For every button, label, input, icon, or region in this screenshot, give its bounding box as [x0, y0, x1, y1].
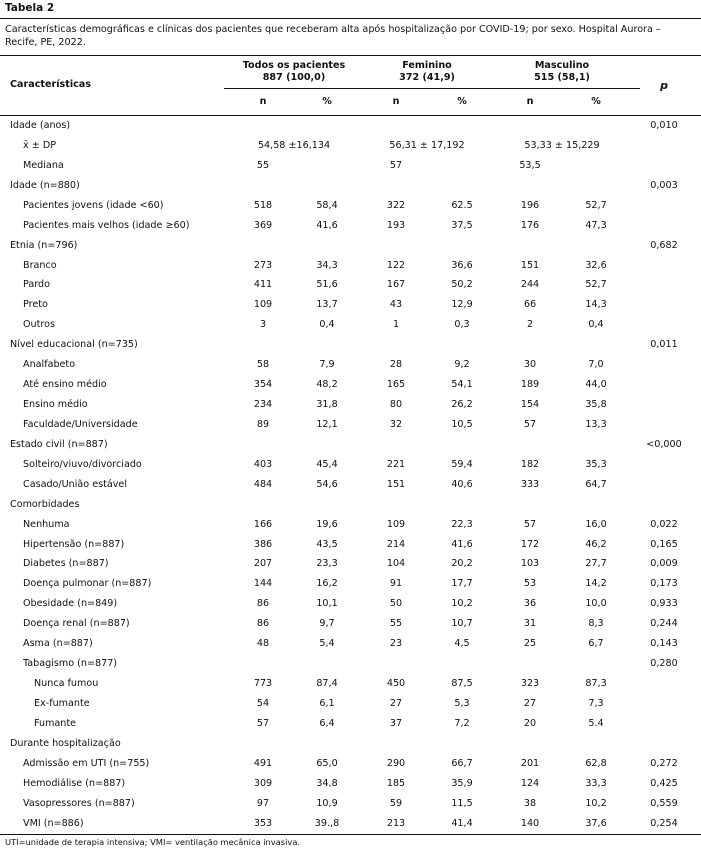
cell-n2: 32 [389, 419, 403, 430]
cell-p2: 87,5 [451, 678, 473, 689]
cell-p2: 59,4 [451, 459, 473, 470]
table-caption: Características demográficas e clínicas dos pacientes que receberam alta após hospitalização por COVID-19; por sexo. Hospital Aurora – Recife, PE, 2022. [5, 24, 661, 48]
cell-p2: 4,5 [454, 638, 470, 649]
row-label: Diabetes (n=887) [23, 558, 109, 569]
cell-n3: 30 [523, 359, 537, 370]
row-label: Asma (n=887) [23, 638, 93, 649]
cell-p1: 23,3 [316, 558, 338, 569]
header-pct-male: % [591, 96, 601, 107]
cell-n2: 80 [389, 399, 403, 410]
cell-n3: 124 [520, 778, 540, 789]
cell-n1: 234 [253, 399, 273, 410]
row-category-label: Idade (anos) [10, 120, 71, 131]
cell-p: 0,244 [650, 618, 678, 629]
row-label: Tabagismo (n=877) [23, 658, 118, 669]
cell-n1: 773 [253, 678, 273, 689]
header-n-all: n [259, 96, 267, 107]
row-label: Solteiro/viuvo/divorciado [23, 459, 142, 470]
cell-p2: 36,6 [451, 260, 473, 271]
header-count-female: 372 (41,9) [399, 72, 455, 83]
cell-p2: 10,2 [451, 598, 473, 609]
cell-n2: 1 [392, 319, 400, 330]
header-pct-all: % [322, 96, 332, 107]
row-label: Admissão em UTI (n=755) [23, 758, 150, 769]
cell-p1: 16,2 [316, 578, 338, 589]
cell-n2: 322 [386, 200, 406, 211]
cell-p3: 44,0 [585, 379, 607, 390]
cell-n3: 189 [520, 379, 540, 390]
header-count-male: 515 (58,1) [534, 72, 590, 83]
cell-p: 0,143 [650, 638, 678, 649]
cell-n2: 109 [386, 519, 406, 530]
row-label: Obesidade (n=849) [23, 598, 118, 609]
cell-p: 0,011 [650, 339, 678, 350]
cell-n1: 353 [253, 818, 273, 829]
cell-n2: 165 [386, 379, 406, 390]
cell-p3: 33,3 [585, 778, 607, 789]
cell-p1: 6,4 [319, 718, 335, 729]
row-label: Até ensino médio [23, 379, 107, 390]
cell-n2: 290 [386, 758, 406, 769]
cell-n1: 86 [256, 598, 270, 609]
cell-n3: 201 [520, 758, 540, 769]
cell-p3: 46,2 [585, 539, 607, 550]
cell-p1: 65,0 [316, 758, 338, 769]
cell-p2: 37,5 [451, 220, 473, 231]
cell-p3: 27,7 [585, 558, 607, 569]
cell-n1: 86 [256, 618, 270, 629]
header-n-male: n [526, 96, 534, 107]
cell-p2: 5,3 [454, 698, 470, 709]
cell-p2: 7,2 [454, 718, 470, 729]
cell-n2: 50 [389, 598, 403, 609]
cell-p1: 48,2 [316, 379, 338, 390]
row-category-label: Durante hospitalização [10, 738, 121, 749]
row-category-label: Comorbidades [10, 499, 80, 510]
cell-mean-sd: 54,58 ±16,134 [257, 140, 331, 151]
cell-p: 0,010 [650, 120, 678, 131]
row-label: Nenhuma [23, 519, 70, 530]
row-label: Doença renal (n=887) [23, 618, 130, 629]
cell-n1: 54 [256, 698, 270, 709]
row-label: VMI (n=886) [23, 818, 84, 829]
cell-n1: 518 [253, 200, 273, 211]
row-label: Ex-fumante [34, 698, 90, 709]
cell-p2: 66,7 [451, 758, 473, 769]
cell-p2: 12,9 [451, 299, 473, 310]
cell-p3: 52,7 [585, 200, 607, 211]
cell-n2: 151 [386, 479, 406, 490]
cell-p1: 0,4 [319, 319, 335, 330]
cell-n2: 37 [389, 718, 403, 729]
row-label: x̄ ± DP [23, 140, 56, 151]
cell-p2: 11,5 [451, 798, 473, 809]
cell-p3: 32,6 [585, 260, 607, 271]
cell-p2: 10,7 [451, 618, 473, 629]
cell-p2: 41,4 [451, 818, 473, 829]
cell-n3: 172 [520, 539, 540, 550]
cell-n1: 57 [256, 718, 270, 729]
cell-p2: 0,3 [454, 319, 470, 330]
cell-p1: 34,3 [316, 260, 338, 271]
rule-caption [0, 55, 701, 56]
header-group-male: Masculino [534, 60, 590, 71]
cell-n1: 58 [256, 359, 270, 370]
row-label: Faculdade/Universidade [23, 419, 138, 430]
cell-n3: 57 [523, 419, 537, 430]
cell-p3: 5.4 [588, 718, 604, 729]
row-label: Pacientes mais velhos (idade ≥60) [23, 220, 190, 231]
cell-p2: 40,6 [451, 479, 473, 490]
row-label: Pardo [23, 279, 50, 290]
row-label: Casado/União estável [23, 479, 127, 490]
cell-n1: 273 [253, 260, 273, 271]
cell-p3: 7,0 [588, 359, 604, 370]
row-label: Outros [23, 319, 55, 330]
row-category-label: Etnia (n=796) [10, 240, 78, 251]
cell-p: 0,003 [650, 180, 678, 191]
cell-p3: 52,7 [585, 279, 607, 290]
cell-n2: 213 [386, 818, 406, 829]
cell-p3: 8,3 [588, 618, 604, 629]
cell-p1: 13,7 [316, 299, 338, 310]
row-label: Preto [23, 299, 48, 310]
header-group-female: Feminino [402, 60, 452, 71]
cell-n2: 450 [386, 678, 406, 689]
cell-n2: 214 [386, 539, 406, 550]
cell-n1: 354 [253, 379, 273, 390]
cell-p: 0,009 [650, 558, 678, 569]
table-footnote: UTI=unidade de terapia intensiva; VMI= ventilação mecânica invasiva. [5, 837, 301, 847]
cell-p2: 22,3 [451, 519, 473, 530]
cell-p: 0,280 [650, 658, 678, 669]
cell-p1: 5,4 [319, 638, 335, 649]
cell-p2: 41,6 [451, 539, 473, 550]
cell-p1: 31,8 [316, 399, 338, 410]
cell-p2: 62.5 [451, 200, 473, 211]
cell-p3: 13,3 [585, 419, 607, 430]
cell-n3: 244 [520, 279, 540, 290]
cell-p: 0,425 [650, 778, 678, 789]
cell-n1: 144 [253, 578, 273, 589]
cell-n2: 167 [386, 279, 406, 290]
cell-p3: 62,8 [585, 758, 607, 769]
cell-p: 0,173 [650, 578, 678, 589]
cell-n1: 309 [253, 778, 273, 789]
cell-p1: 10,9 [316, 798, 338, 809]
cell-n2: 23 [389, 638, 403, 649]
header-count-all: 887 (100,0) [262, 72, 326, 83]
cell-p2: 9,2 [454, 359, 470, 370]
cell-n1: 484 [253, 479, 273, 490]
cell-n3: 182 [520, 459, 540, 470]
row-label: Doença pulmonar (n=887) [23, 578, 152, 589]
cell-p: 0,933 [650, 598, 678, 609]
cell-n1: 48 [256, 638, 270, 649]
cell-n3: 36 [523, 598, 537, 609]
cell-n1: 386 [253, 539, 273, 550]
header-p: p [660, 79, 668, 92]
header-group-all: Todos os pacientes [242, 60, 346, 71]
cell-p1: 43,5 [316, 539, 338, 550]
cell-p2: 17,7 [451, 578, 473, 589]
cell-n2: 185 [386, 778, 406, 789]
row-label: Nunca fumou [34, 678, 99, 689]
cell-n2: 55 [389, 618, 403, 629]
cell-n1: 109 [253, 299, 273, 310]
cell-mean-sd: 53,33 ± 15,229 [524, 140, 600, 151]
cell-n2: 43 [389, 299, 403, 310]
cell-n1: 369 [253, 220, 273, 231]
table-title: Tabela 2 [5, 2, 55, 14]
cell-n1: 89 [256, 419, 270, 430]
cell-n2: 193 [386, 220, 406, 231]
header-pct-female: % [457, 96, 467, 107]
cell-n2: 221 [386, 459, 406, 470]
rule-subheader [224, 88, 640, 89]
cell-n3: 66 [523, 299, 537, 310]
cell-p: 0,559 [650, 798, 678, 809]
row-label: Vasopressores (n=887) [23, 798, 135, 809]
cell-n3: 151 [520, 260, 540, 271]
cell-p1: 7,9 [319, 359, 335, 370]
cell-n3: 53 [523, 578, 537, 589]
cell-n1: 55 [256, 160, 270, 171]
rule-bottom [0, 834, 701, 835]
cell-p1: 6,1 [319, 698, 335, 709]
cell-p1: 34,8 [316, 778, 338, 789]
cell-p1: 39.,8 [314, 818, 340, 829]
cell-p3: 35,3 [585, 459, 607, 470]
cell-n3: 25 [523, 638, 537, 649]
cell-p3: 10,2 [585, 798, 607, 809]
cell-n1: 411 [253, 279, 273, 290]
cell-n2: 122 [386, 260, 406, 271]
cell-p1: 45,4 [316, 459, 338, 470]
cell-p3: 47,3 [585, 220, 607, 231]
cell-p: 0,165 [650, 539, 678, 550]
cell-p3: 6,7 [588, 638, 604, 649]
cell-n3: 196 [520, 200, 540, 211]
cell-p3: 64,7 [585, 479, 607, 490]
cell-n3: 103 [520, 558, 540, 569]
rule-top [0, 18, 701, 19]
row-label: Analfabeto [23, 359, 76, 370]
row-label: Fumante [34, 718, 77, 729]
cell-n2: 28 [389, 359, 403, 370]
cell-n3: 38 [523, 798, 537, 809]
cell-n2: 104 [386, 558, 406, 569]
cell-mean-sd: 56,31 ± 17,192 [389, 140, 465, 151]
row-label: Pacientes jovens (idade <60) [23, 200, 164, 211]
cell-p: 0,682 [650, 240, 678, 251]
cell-p3: 87,3 [585, 678, 607, 689]
cell-p2: 26,2 [451, 399, 473, 410]
cell-n1: 491 [253, 758, 273, 769]
cell-p3: 10,0 [585, 598, 607, 609]
cell-n2: 59 [389, 798, 403, 809]
cell-p1: 58,4 [316, 200, 338, 211]
row-label: Ensino médio [23, 399, 88, 410]
cell-p1: 12,1 [316, 419, 338, 430]
cell-n3: 333 [520, 479, 540, 490]
cell-n3: 176 [520, 220, 540, 231]
header-characteristics: Características [10, 79, 91, 90]
cell-p1: 19,6 [316, 519, 338, 530]
cell-n3: 20 [523, 718, 537, 729]
cell-p3: 14,3 [585, 299, 607, 310]
cell-p3: 0,4 [588, 319, 604, 330]
cell-n3: 27 [523, 698, 537, 709]
cell-p2: 10,5 [451, 419, 473, 430]
row-label: Branco [23, 260, 57, 271]
cell-p3: 37,6 [585, 818, 607, 829]
cell-p1: 54,6 [316, 479, 338, 490]
row-label: Hemodiálise (n=887) [23, 778, 126, 789]
cell-p: <0,000 [646, 439, 682, 450]
cell-p3: 7,3 [588, 698, 604, 709]
cell-p1: 51,6 [316, 279, 338, 290]
cell-n1: 97 [256, 798, 270, 809]
cell-p1: 10,1 [316, 598, 338, 609]
row-category-label: Idade (n=880) [10, 180, 80, 191]
cell-n3: 140 [520, 818, 540, 829]
cell-p1: 87,4 [316, 678, 338, 689]
cell-n3: 2 [526, 319, 534, 330]
header-n-female: n [392, 96, 400, 107]
row-category-label: Nível educacional (n=735) [10, 339, 138, 350]
cell-p2: 54,1 [451, 379, 473, 390]
cell-n3: 53,5 [519, 160, 541, 171]
cell-n2: 91 [389, 578, 403, 589]
row-label: Hipertensão (n=887) [23, 539, 125, 550]
cell-n3: 154 [520, 399, 540, 410]
cell-p: 0,022 [650, 519, 678, 530]
cell-n1: 207 [253, 558, 273, 569]
row-label: Mediana [23, 160, 64, 171]
cell-p3: 35,8 [585, 399, 607, 410]
row-category-label: Estado civil (n=887) [10, 439, 108, 450]
rule-header [0, 115, 701, 116]
cell-p2: 35,9 [451, 778, 473, 789]
cell-p: 0,254 [650, 818, 678, 829]
cell-n1: 166 [253, 519, 273, 530]
cell-p1: 9,7 [319, 618, 335, 629]
cell-p2: 50,2 [451, 279, 473, 290]
cell-p1: 41,6 [316, 220, 338, 231]
cell-p3: 14,2 [585, 578, 607, 589]
cell-p: 0,272 [650, 758, 678, 769]
cell-n1: 403 [253, 459, 273, 470]
cell-n1: 3 [259, 319, 267, 330]
cell-n2: 57 [389, 160, 403, 171]
cell-n3: 323 [520, 678, 540, 689]
cell-p3: 16,0 [585, 519, 607, 530]
cell-n2: 27 [389, 698, 403, 709]
cell-n3: 31 [523, 618, 537, 629]
cell-n3: 57 [523, 519, 537, 530]
cell-p2: 20,2 [451, 558, 473, 569]
